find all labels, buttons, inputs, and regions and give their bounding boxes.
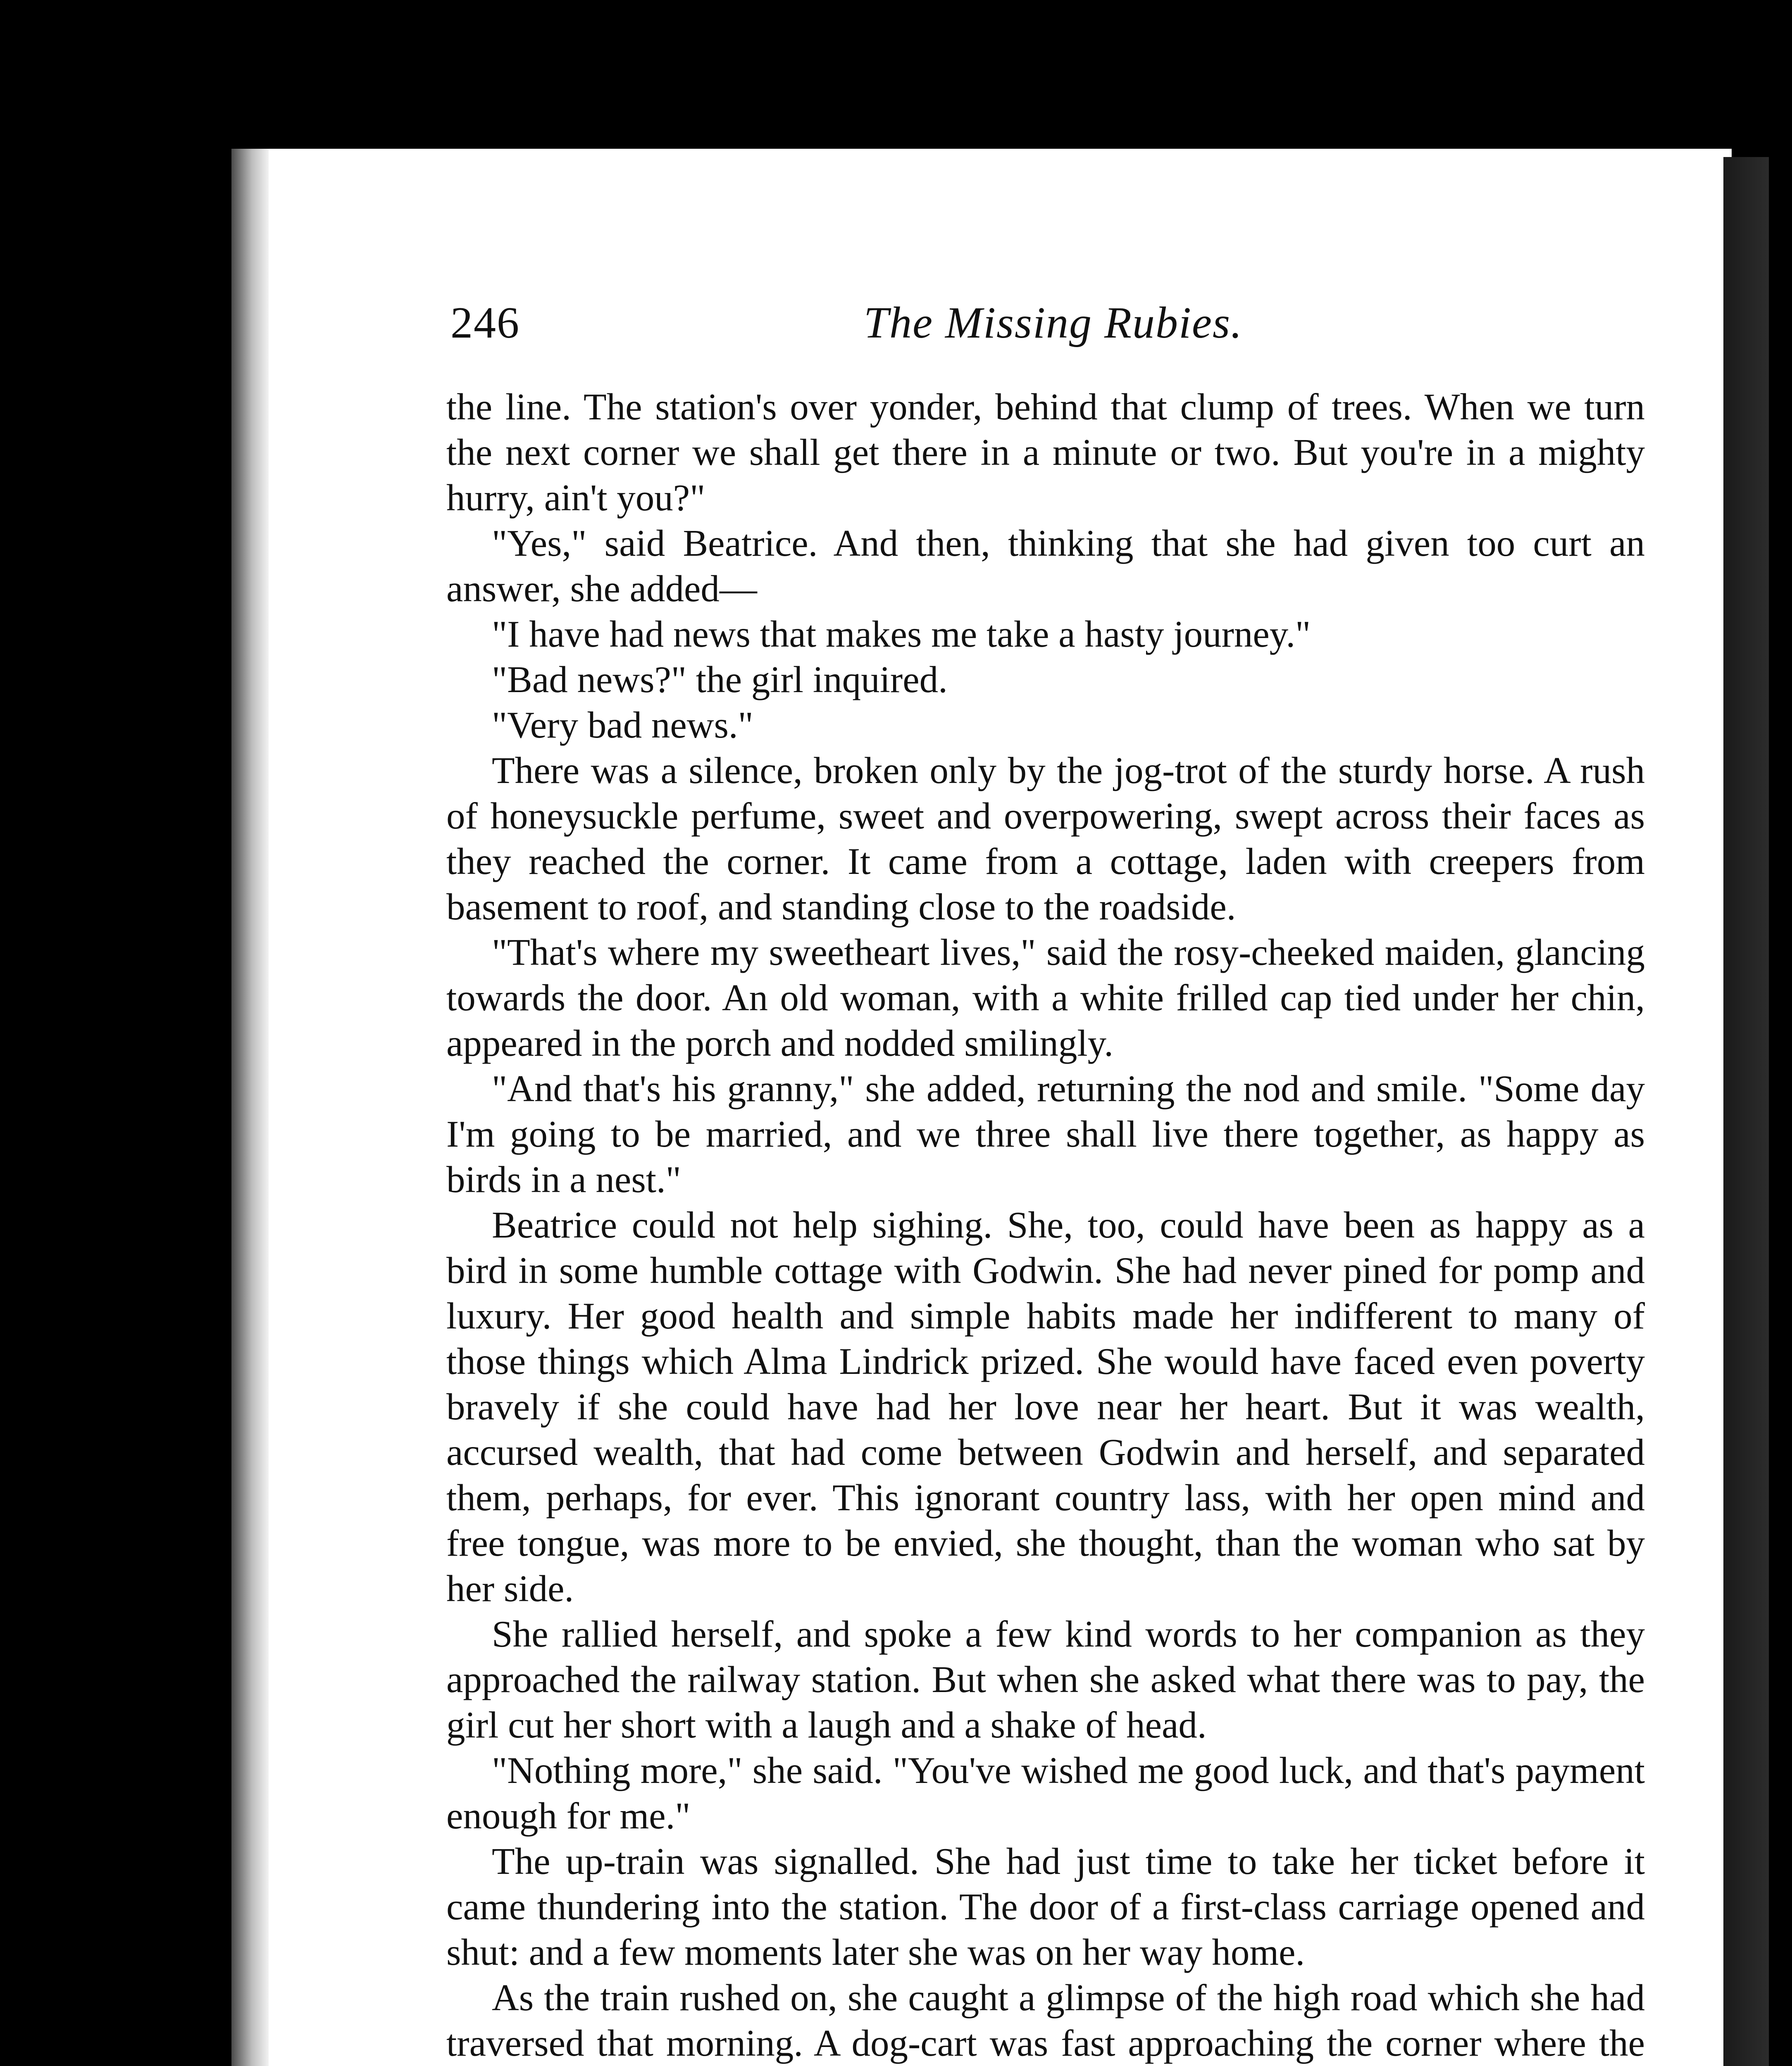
- facing-page-edge: [1723, 157, 1769, 2066]
- paragraph: "Nothing more," she said. "You've wished me good luck, and that's payment enough for me.": [446, 1749, 1645, 1837]
- book-spine-shadow: [231, 149, 269, 2066]
- page-number: 246: [450, 298, 520, 348]
- paragraph: the line. The station's over yonder, behind that clump of trees. When we turn the next corner we shall get there in a minute or two. But you're in a mighty hurry, ain't you?": [446, 386, 1645, 519]
- running-title: The Missing Rubies.: [864, 298, 1243, 348]
- paragraph: The up-train was signalled. She had just time to take her ticket before it came thundering into the station. The door of a first-class carriage opened and shut: and a few moments later she was on her way home.: [446, 1840, 1645, 1973]
- paragraph: As the train rushed on, she caught a glimpse of the high road which she had traversed that morning. A dog-cart was fast approaching the corner where the: [446, 1977, 1645, 2064]
- paragraph: There was a silence, broken only by the jog-trot of the sturdy horse. A rush of honeysuckle perfume, sweet and overpowering, swept across their faces as they reached the corner. It came from a cottage, laden with creepers from basement to roof, and standing close to the roadside.: [446, 750, 1645, 928]
- paragraph: "Bad news?" the girl inquired.: [492, 659, 948, 700]
- paragraph: "Very bad news.": [492, 704, 753, 746]
- body-text: [446, 384, 1645, 2066]
- paragraph: "And that's his granny," she added, returning the nod and smile. "Some day I'm going to be married, and we three shall live there together, as happy as birds in a nest.": [446, 1068, 1645, 1200]
- paragraph: "Yes," said Beatrice. And then, thinking that she had given too curt an answer, she added—: [446, 522, 1645, 609]
- paragraph: She rallied herself, and spoke a few kind words to her companion as they approached the railway station. But when she asked what there was to pay, the girl cut her short with a laugh and a shake of head.: [446, 1613, 1645, 1746]
- paragraph: Beatrice could not help sighing. She, too, could have been as happy as a bird in some humble cottage with Godwin. She had never pined for pomp and luxury. Her good health and simple habits made her indifferent to many of those things which Alma Lindrick prized. She would have faced even poverty bravely if she could have had her love near her heart. But it was wealth, accursed wealth, that had come between Godwin and herself, and separated them, perhaps, for ever. This ignorant country lass, with her open mind and free tongue, was more to be envied, she thought, than the woman who sat by her side.: [446, 1204, 1645, 1609]
- page-header: [450, 298, 1678, 347]
- paragraph: "I have had news that makes me take a hasty journey.": [492, 613, 1311, 655]
- paragraph: "That's where my sweetheart lives," said the rosy-cheeked maiden, glancing towards the door. An old woman, with a white frilled cap tied under her chin, appeared in the porch and nodded smilingly.: [446, 931, 1645, 1064]
